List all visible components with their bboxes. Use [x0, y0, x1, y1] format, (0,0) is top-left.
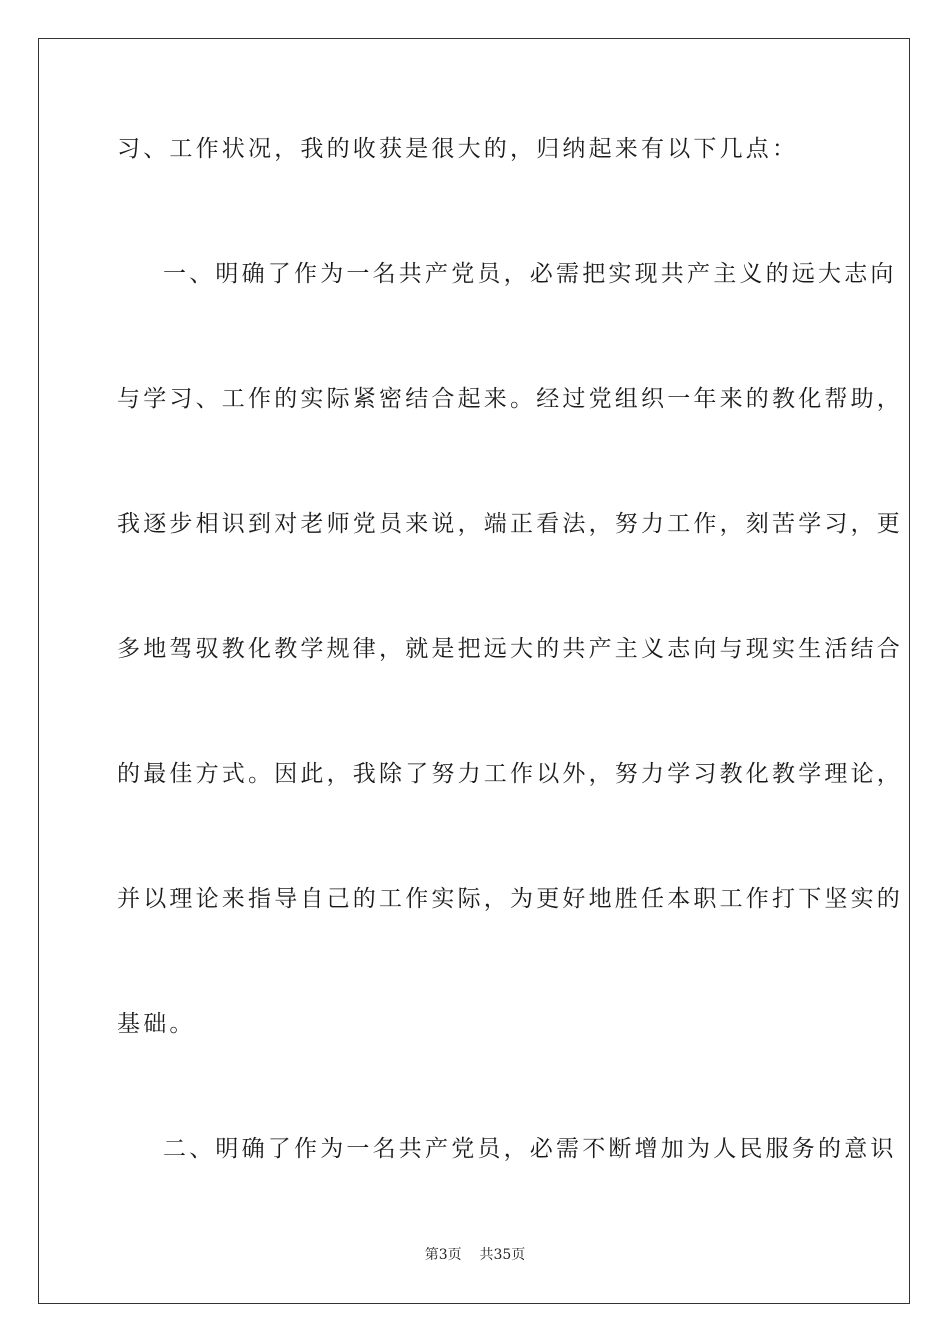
- body-line-1: 习、工作状况，我的收获是很大的，归纳起来有以下几点：: [117, 136, 799, 162]
- page-number-footer: 第3页 共35页: [424, 1247, 526, 1263]
- body-line-6: 的最佳方式。因此，我除了努力工作以外，努力学习教化教学理论，: [117, 761, 903, 787]
- paragraph-1-start: 一、明确了作为一名共产党员，必需把实现共产主义的远大志向: [163, 261, 897, 287]
- paragraph-2-start: 二、明确了作为一名共产党员，必需不断增加为人民服务的意识: [163, 1136, 897, 1162]
- page-frame: [38, 38, 910, 1304]
- body-line-8: 基础。: [117, 1011, 196, 1037]
- body-line-3: 与学习、工作的实际紧密结合起来。经过党组织一年来的教化帮助，: [117, 386, 903, 412]
- body-line-7: 并以理论来指导自己的工作实际，为更好地胜任本职工作打下坚实的: [117, 886, 903, 912]
- body-line-4: 我逐步相识到对老师党员来说，端正看法，努力工作，刻苦学习，更: [117, 511, 903, 537]
- body-line-5: 多地驾驭教化教学规律，就是把远大的共产主义志向与现实生活结合: [117, 636, 903, 662]
